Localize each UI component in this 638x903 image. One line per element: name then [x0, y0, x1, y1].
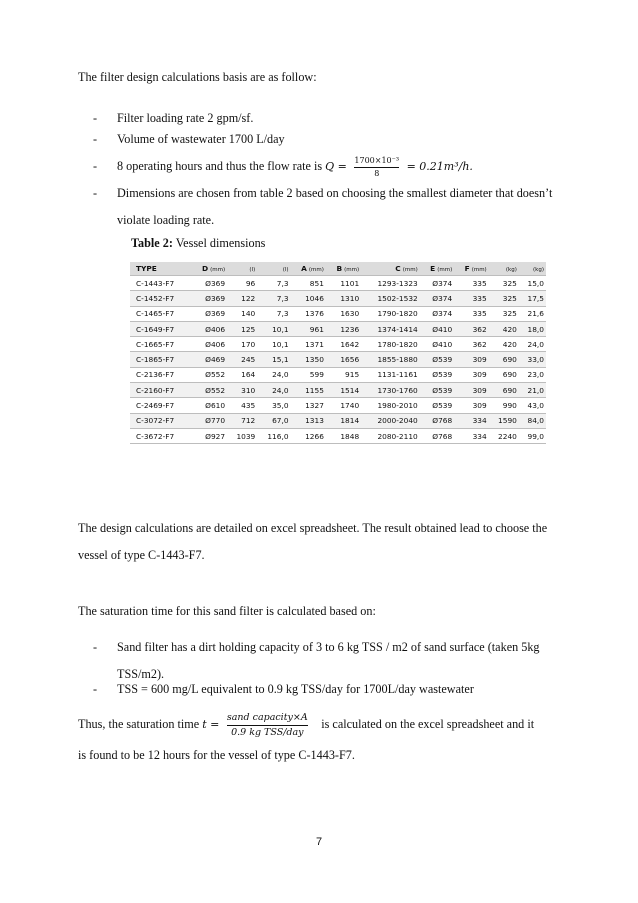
table-cell: 33,0 [519, 352, 546, 367]
table-row [130, 306, 546, 321]
table-cell: 1266 [291, 428, 326, 443]
table-cell: 21,6 [519, 306, 546, 321]
table-cell: Ø410 [420, 337, 454, 352]
column-header-unit: (kg) [505, 267, 517, 273]
flow-rate-formula [325, 155, 473, 178]
column-header [519, 262, 546, 276]
table-cell: C-2469-F7 [130, 398, 191, 413]
table-row [130, 367, 546, 382]
table-cell: 435 [227, 398, 257, 413]
table-cell: 309 [454, 398, 488, 413]
table-row [130, 291, 546, 306]
table-cell: 599 [291, 367, 326, 382]
fraction-bar [227, 725, 308, 726]
table-cell: 24,0 [257, 367, 290, 382]
table-cell: 7,3 [257, 291, 290, 306]
table-cell: C-1649-F7 [130, 321, 191, 336]
table-row [130, 321, 546, 336]
table-cell: Ø539 [420, 383, 454, 398]
formula-lhs: t = [202, 718, 220, 731]
table-cell: 1630 [326, 306, 361, 321]
column-header-unit: (mm) [308, 267, 324, 273]
table-cell: Ø768 [420, 428, 454, 443]
table-cell: Ø374 [420, 291, 454, 306]
table-cell: 23,0 [519, 367, 546, 382]
table-cell: 335 [454, 276, 488, 291]
table-cell: 15,1 [257, 352, 290, 367]
table-cell: Ø410 [420, 321, 454, 336]
table-cell: 7,3 [257, 276, 290, 291]
table-cell: 334 [454, 413, 488, 428]
table-body [130, 276, 546, 444]
result-text: The design calculations are detailed on excel spreadsheet. The result obtained lead to choose the vessel of type C-1443-F7. [78, 521, 548, 562]
bullet-dash: - [93, 186, 98, 200]
bullet-text: 8 operating hours and thus the flow rate is [117, 159, 323, 173]
saturation-formula [202, 711, 315, 738]
table-cell: C-2160-F7 [130, 383, 191, 398]
intro-text: The filter design calculations basis are as follow: [78, 70, 317, 84]
table-cell: 96 [227, 276, 257, 291]
table-cell: 309 [454, 352, 488, 367]
column-header-name: A [301, 264, 307, 273]
table-cell: Ø406 [191, 321, 227, 336]
table-cell: 122 [227, 291, 257, 306]
column-header-unit: (mm) [344, 267, 360, 273]
table-cell: 1293-1323 [361, 276, 420, 291]
page-number: 7 [315, 836, 323, 848]
table-cell: C-1665-F7 [130, 337, 191, 352]
column-header [130, 262, 191, 276]
table-cell: 690 [489, 367, 519, 382]
table-row [130, 276, 546, 291]
bullet-dash: - [93, 640, 98, 654]
column-header-unit: (mm) [210, 267, 226, 273]
column-header-unit: (mm) [471, 267, 487, 273]
formula-denominator: 8 [374, 168, 380, 178]
table-cell: 125 [227, 321, 257, 336]
column-header-name: B [336, 264, 343, 273]
table-cell: 325 [489, 291, 519, 306]
table-cell: 335 [454, 306, 488, 321]
table-cell: Ø374 [420, 306, 454, 321]
table-cell: 21,0 [519, 383, 546, 398]
table-cell: 420 [489, 321, 519, 336]
formula-numerator: 1700×10⁻³ [354, 155, 400, 165]
table-cell: 335 [454, 291, 488, 306]
table-cell: 1327 [291, 398, 326, 413]
thus-after-text: is calculated on the excel spreadsheet and it [321, 717, 535, 731]
bullet-dash: - [93, 111, 98, 125]
table-cell: 7,3 [257, 306, 290, 321]
table-cell: 43,0 [519, 398, 546, 413]
formula-lhs: Q = [325, 160, 347, 173]
bullet-dash: - [93, 159, 98, 173]
table-cell: 1740 [326, 398, 361, 413]
table-cell: Ø369 [191, 276, 227, 291]
table-cell: 1514 [326, 383, 361, 398]
table-cell: C-1465-F7 [130, 306, 191, 321]
table-row [130, 337, 546, 352]
table-cell: C-3672-F7 [130, 428, 191, 443]
bullet-text: Sand filter has a dirt holding capacity of 3 to 6 kg TSS / m2 of sand surface (taken 5kg TSS/m2). [117, 640, 540, 681]
thus-text: Thus, the saturation time [78, 717, 200, 731]
table-cell: 712 [227, 413, 257, 428]
table-row [130, 383, 546, 398]
table-row [130, 352, 546, 367]
bullet-text: Volume of wastewater 1700 L/day [117, 132, 285, 146]
table-cell: 1780-1820 [361, 337, 420, 352]
table-cell: 309 [454, 383, 488, 398]
table-cell: 245 [227, 352, 257, 367]
table-header-row [130, 262, 546, 276]
table-cell: 24,0 [257, 383, 290, 398]
table-cell: 164 [227, 367, 257, 382]
table-cell: Ø369 [191, 291, 227, 306]
table-cell: 1642 [326, 337, 361, 352]
saturation-intro: The saturation time for this sand filter is calculated based on: [78, 604, 376, 618]
table-cell: 310 [227, 383, 257, 398]
bullet-dash: - [93, 682, 98, 696]
table-cell: 1131-1161 [361, 367, 420, 382]
table-row [130, 398, 546, 413]
column-header-name: F [464, 264, 470, 273]
table-cell: 67,0 [257, 413, 290, 428]
table-cell: 1730-1760 [361, 383, 420, 398]
table-cell: Ø552 [191, 383, 227, 398]
table-cell: 690 [489, 352, 519, 367]
column-header-unit: (l) [282, 267, 289, 273]
table-cell: 17,5 [519, 291, 546, 306]
table-cell: 851 [291, 276, 326, 291]
table-cell: Ø539 [420, 367, 454, 382]
column-header [454, 262, 488, 276]
column-header [420, 262, 454, 276]
column-header-name: D [201, 264, 209, 273]
table-cell: 84,0 [519, 413, 546, 428]
table-cell: 961 [291, 321, 326, 336]
column-header [291, 262, 326, 276]
table-cell: 420 [489, 337, 519, 352]
formula-fraction [354, 156, 399, 179]
table-cell: 362 [454, 321, 488, 336]
bullet-text: TSS = 600 mg/L equivalent to 0.9 kg TSS/day for 1700L/day wastewater [117, 682, 474, 696]
table-cell: Ø539 [420, 398, 454, 413]
table-cell: 10,1 [257, 321, 290, 336]
table-cell: 1155 [291, 383, 326, 398]
column-header [489, 262, 519, 276]
column-header-unit: (kg) [533, 267, 544, 273]
table-cell: C-1452-F7 [130, 291, 191, 306]
table-cell: 915 [326, 367, 361, 382]
table-cell: Ø406 [191, 337, 227, 352]
fraction-bar [354, 167, 399, 168]
table-cell: 116,0 [257, 428, 290, 443]
table-cell: 140 [227, 306, 257, 321]
column-header [326, 262, 361, 276]
table-cell: Ø927 [191, 428, 227, 443]
bullet-text: Dimensions are chosen from table 2 based on choosing the smallest diameter that doesn’t violate loading rate. [117, 186, 553, 227]
column-header-name: TYPE [136, 264, 157, 273]
formula-fraction [227, 712, 308, 739]
table-cell: 1590 [489, 413, 519, 428]
table-cell: 1310 [326, 291, 361, 306]
table-cell: 1371 [291, 337, 326, 352]
table-cell: 334 [454, 428, 488, 443]
table-cell: 325 [489, 276, 519, 291]
column-header-unit: (mm) [437, 267, 453, 273]
table-cell: 990 [489, 398, 519, 413]
table-cell: Ø539 [420, 352, 454, 367]
table-cell: C-2136-F7 [130, 367, 191, 382]
table-cell: Ø768 [420, 413, 454, 428]
table-cell: Ø610 [191, 398, 227, 413]
table-cell: 1848 [326, 428, 361, 443]
table-cell: Ø770 [191, 413, 227, 428]
table-cell: 1980-2010 [361, 398, 420, 413]
table-cell: 1656 [326, 352, 361, 367]
table-cell: 1790-1820 [361, 306, 420, 321]
vessel-dimensions-table [130, 262, 546, 444]
table-cell: 170 [227, 337, 257, 352]
column-header [361, 262, 420, 276]
table-cell: 1236 [326, 321, 361, 336]
table-cell: 1502-1532 [361, 291, 420, 306]
table-cell: 1374-1414 [361, 321, 420, 336]
table-cell: 24,0 [519, 337, 546, 352]
bullet-dash: - [93, 132, 98, 146]
bullet-text-flow-rate [117, 153, 557, 180]
table-cell: C-3072-F7 [130, 413, 191, 428]
formula-rhs: = 0.21m³/h. [406, 160, 473, 173]
table-cell: 15,0 [519, 276, 546, 291]
table-cell: 35,0 [257, 398, 290, 413]
table-row [130, 413, 546, 428]
table-cell: 1855-1880 [361, 352, 420, 367]
table-cell: 2240 [489, 428, 519, 443]
column-header-name: E [430, 264, 436, 273]
table-cell: 2080-2110 [361, 428, 420, 443]
table-cell: 1814 [326, 413, 361, 428]
table-cell: Ø374 [420, 276, 454, 291]
table-cell: 10,1 [257, 337, 290, 352]
table-cell: 309 [454, 367, 488, 382]
column-header-unit: (l) [249, 267, 256, 273]
table-caption [131, 236, 265, 251]
table-cell: 2000-2040 [361, 413, 420, 428]
table-cell: Ø369 [191, 306, 227, 321]
column-header [257, 262, 290, 276]
formula-denominator: 0.9 kg TSS/day [231, 726, 304, 738]
table-cell: 1376 [291, 306, 326, 321]
column-header [227, 262, 257, 276]
caption-label: Table 2: [131, 236, 173, 250]
column-header [191, 262, 227, 276]
final-line: is found to be 12 hours for the vessel of type C-1443-F7. [78, 748, 355, 762]
table-cell: Ø469 [191, 352, 227, 367]
table-cell: 1039 [227, 428, 257, 443]
table-cell: 1313 [291, 413, 326, 428]
table-cell: 325 [489, 306, 519, 321]
table-cell: 1350 [291, 352, 326, 367]
table-cell: 362 [454, 337, 488, 352]
table-cell: C-1865-F7 [130, 352, 191, 367]
table-cell: 18,0 [519, 321, 546, 336]
table-cell: 690 [489, 383, 519, 398]
column-header-name: C [395, 264, 401, 273]
table-row [130, 428, 546, 443]
table-cell: 1046 [291, 291, 326, 306]
bullet-text: Filter loading rate 2 gpm/sf. [117, 111, 254, 125]
saturation-formula-line [78, 711, 568, 739]
column-header-unit: (mm) [402, 267, 418, 273]
table-cell: 99,0 [519, 428, 546, 443]
table-cell: C-1443-F7 [130, 276, 191, 291]
caption-text: Vessel dimensions [172, 236, 266, 250]
formula-numerator: sand capacity×A [226, 711, 308, 723]
table-cell: Ø552 [191, 367, 227, 382]
table-cell: 1101 [326, 276, 361, 291]
